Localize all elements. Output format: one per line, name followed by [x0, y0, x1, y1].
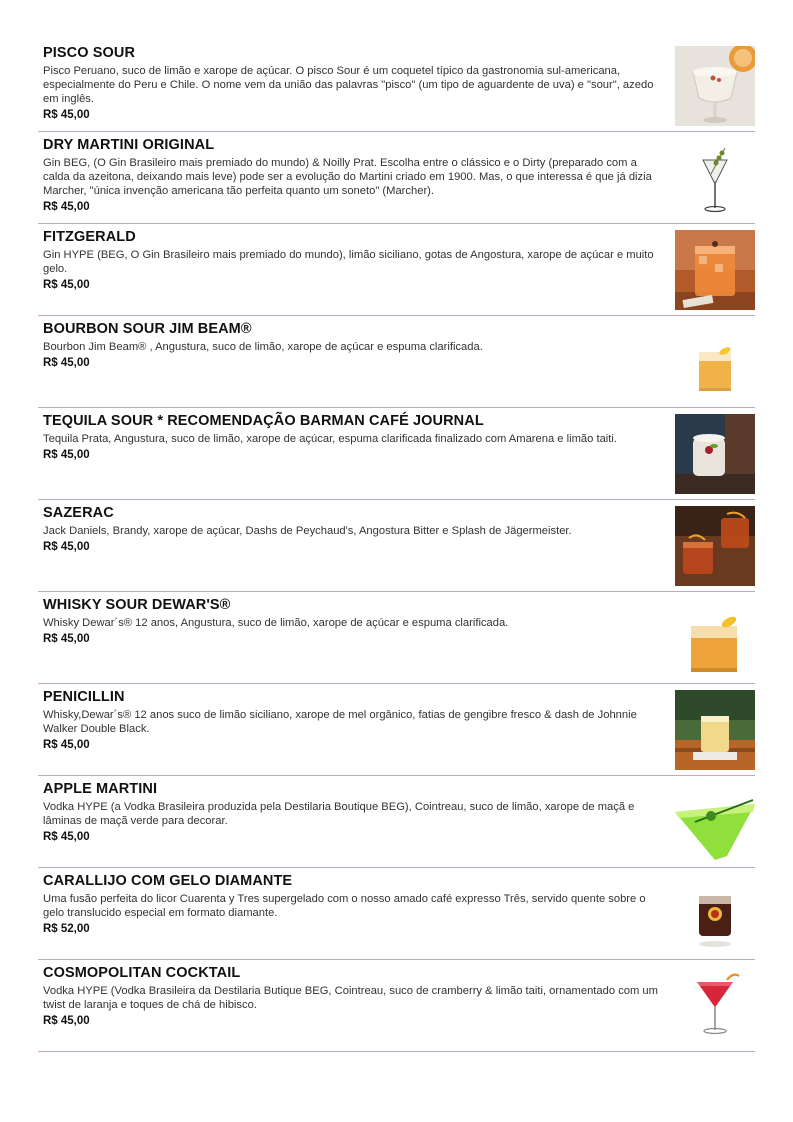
item-price: R$ 45,00 — [43, 357, 90, 369]
item-name: APPLE MARTINI — [43, 781, 158, 797]
menu-item-text — [43, 137, 665, 213]
menu-item-carallijo — [38, 868, 755, 960]
menu-item-whisky-sour — [38, 592, 755, 684]
item-name: FITZGERALD — [43, 229, 136, 245]
cosmopolitan-photo — [675, 966, 755, 1046]
menu-item-text — [43, 689, 665, 751]
item-price: R$ 45,00 — [43, 109, 90, 121]
item-description: Gin BEG, (O Gin Brasileiro mais premiado do mundo) & Noilly Prat. Escolha entre o clássico e o Dirty (preparado com a calda da azeitona, deixando mais leve) pode ser a evolução do Martini criado em 1900. Mas, o que interessa é que já dizia Marcher, "única invenção americana tão perfeita quanto um soneto" (Marcher). — [43, 157, 652, 197]
item-name: WHISKY SOUR DEWAR'S® — [43, 597, 231, 613]
item-price: R$ 45,00 — [43, 739, 90, 751]
item-description: Tequila Prata, Angustura, suco de limão, xarope de açúcar, espuma clarificada finalizado com Amarena e limão taiti. — [43, 433, 617, 445]
fitzgerald-photo — [675, 230, 755, 310]
menu-item-text — [43, 781, 665, 843]
menu-item-text — [43, 45, 665, 121]
item-name: SAZERAC — [43, 505, 114, 521]
item-description: Pisco Peruano, suco de limão e xarope de açúcar. O pisco Sour é um coquetel típico da gastronomia sul-americana, especialmente do Peru e Chile. O nome vem da união das palavras "pisco" (um tipo de aguardente de uva) e "sour", azedo em inglês. — [43, 65, 654, 105]
item-description: Whisky Dewar´s® 12 anos, Angustura, suco de limão, xarope de açúcar e espuma clarificada. — [43, 617, 509, 629]
menu-item-sazerac — [38, 500, 755, 592]
cocktail-menu — [38, 40, 755, 1052]
menu-item-tequila-sour — [38, 408, 755, 500]
item-price: R$ 45,00 — [43, 633, 90, 645]
item-name: TEQUILA SOUR * RECOMENDAÇÃO BARMAN CAFÉ JOURNAL — [43, 413, 484, 429]
item-price: R$ 45,00 — [43, 449, 90, 461]
sazerac-photo — [675, 506, 755, 586]
menu-item-cosmopolitan — [38, 960, 755, 1052]
menu-item-text — [43, 505, 665, 553]
bourbon-sour-photo — [675, 322, 755, 402]
menu-item-dry-martini — [38, 132, 755, 224]
menu-item-fitzgerald — [38, 224, 755, 316]
carallijo-photo — [675, 874, 755, 954]
item-description: Uma fusão perfeita do licor Cuarenta y Tres supergelado com o nosso amado café expresso Três, servido quente sobre o gelo translucido especial em formato diamante. — [43, 893, 646, 919]
item-price: R$ 52,00 — [43, 923, 90, 935]
menu-item-text — [43, 229, 665, 291]
menu-item-text — [43, 321, 665, 369]
item-price: R$ 45,00 — [43, 831, 90, 843]
item-description: Jack Daniels, Brandy, xarope de açúcar, Dashs de Peychaud's, Angostura Bitter e Splash de Jägermeister. — [43, 525, 572, 537]
item-description: Gin HYPE (BEG, O Gin Brasileiro mais premiado do mundo), limão siciliano, gotas de Angostura, xarope de açúcar e muito gelo. — [43, 249, 654, 275]
tequila-sour-photo — [675, 414, 755, 494]
item-price: R$ 45,00 — [43, 541, 90, 553]
dry-martini-photo — [675, 138, 755, 218]
item-description: Vodka HYPE (Vodka Brasileira da Destilaria Butique BEG, Cointreau, suco de cramberry & limão taiti, ornamentado com um twist de laranja e toques de chá de hibisco. — [43, 985, 658, 1011]
menu-item-penicillin — [38, 684, 755, 776]
item-name: CARALLIJO COM GELO DIAMANTE — [43, 873, 293, 889]
item-description: Whisky,Dewar´s® 12 anos suco de limão siciliano, xarope de mel orgânico, fatias de gengibre fresco & dash de Johnnie Walker Double Black. — [43, 709, 637, 735]
penicillin-photo — [675, 690, 755, 770]
item-name: DRY MARTINI ORIGINAL — [43, 137, 215, 153]
menu-item-text — [43, 413, 665, 461]
item-name: BOURBON SOUR JIM BEAM® — [43, 321, 252, 337]
pisco-sour-photo — [675, 46, 755, 126]
item-price: R$ 45,00 — [43, 1015, 90, 1027]
apple-martini-photo — [675, 782, 755, 862]
menu-item-text — [43, 965, 665, 1027]
item-price: R$ 45,00 — [43, 279, 90, 291]
menu-item-bourbon-sour — [38, 316, 755, 408]
menu-item-text — [43, 873, 665, 935]
menu-item-text — [43, 597, 665, 645]
item-name: COSMOPOLITAN COCKTAIL — [43, 965, 241, 981]
item-name: PISCO SOUR — [43, 45, 136, 61]
item-price: R$ 45,00 — [43, 201, 90, 213]
menu-item-apple-martini — [38, 776, 755, 868]
item-name: PENICILLIN — [43, 689, 125, 705]
item-description: Vodka HYPE (a Vodka Brasileira produzida pela Destilaria Boutique BEG), Cointreau, suco de limão, xarope de maçã e lâminas de maçã verde para decorar. — [43, 801, 635, 827]
item-description: Bourbon Jim Beam® , Angustura, suco de limão, xarope de açúcar e espuma clarificada. — [43, 341, 483, 353]
whisky-sour-photo — [675, 598, 755, 678]
menu-item-pisco-sour — [38, 40, 755, 132]
